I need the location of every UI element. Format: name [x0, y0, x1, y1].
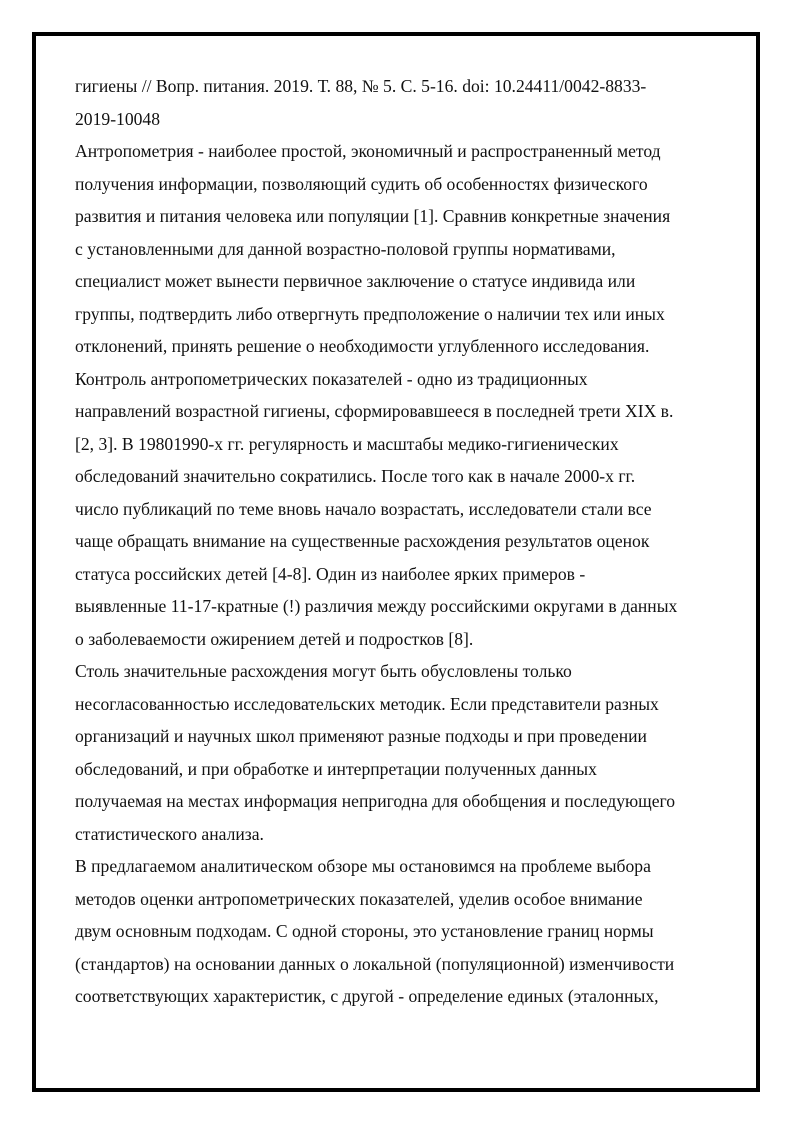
paragraph — [75, 70, 735, 135]
text-line: соответствующих характеристик, с другой - определение единых (эталонных, — [75, 986, 659, 1006]
text-line: отклонений, принять решение о необходимости углубленного исследования. — [75, 336, 650, 356]
text-line: Контроль антропометрических показателей - одно из традиционных — [75, 368, 588, 389]
text-line: (стандартов) на основании данных о локальной (популяционной) изменчивости — [75, 953, 675, 974]
text-line: получаемая на местах информация непригодна для обобщения и последующего — [75, 791, 676, 811]
text-line: статуса российских детей [4-8]. Один из наиболее ярких примеров - — [75, 563, 586, 584]
text-line: гигиены // Вопр. питания. 2019. Т. 88, № 5. С. 5-16. doi: 10.24411/0042-8833- — [75, 76, 647, 96]
text-line: двум основным подходам. С одной стороны, это установление границ нормы — [75, 921, 654, 941]
text-line: развития и питания человека или популяции [1]. Сравнив конкретные значения — [75, 206, 671, 226]
paragraph — [75, 655, 735, 850]
text-line: с установленными для данной возрастно-половой группы нормативами, — [75, 238, 616, 259]
text-line: о заболеваемости ожирением детей и подростков [8]. — [75, 628, 474, 649]
text-line: организаций и научных школ применяют разные подходы и при проведении — [75, 726, 647, 746]
text-line: число публикаций по теме вновь начало возрастать, исследователи стали все — [75, 498, 652, 519]
text-line: чаще обращать внимание на существенные расхождения результатов оценок — [75, 531, 650, 551]
text-line: Столь значительные расхождения могут быть обусловлены только — [75, 661, 572, 681]
text-line: получения информации, позволяющий судить об особенностях физического — [75, 173, 648, 194]
text-line: обследований, и при обработке и интерпретации полученных данных — [75, 758, 597, 779]
paragraph — [75, 363, 735, 656]
text-line: 2019-10048 — [75, 108, 161, 129]
text-line: несогласованностью исследовательских методик. Если представители разных — [75, 693, 659, 714]
document-body — [75, 70, 735, 1013]
paragraph — [75, 135, 735, 363]
text-line: методов оценки антропометрических показателей, уделив особое внимание — [75, 888, 643, 909]
text-line: [2, 3]. В 19801990-х гг. регулярность и масштабы медико-гигиенических — [75, 433, 619, 454]
text-line: Антропометрия - наиболее простой, экономичный и распространенный метод — [75, 141, 661, 161]
text-line: обследований значительно сократились. После того как в начале 2000-х гг. — [75, 466, 636, 486]
text-line: выявленные 11-17-кратные (!) различия между российскими округами в данных — [75, 596, 678, 616]
text-line: статистического анализа. — [75, 823, 264, 844]
paragraph — [75, 850, 735, 1013]
text-line: направлений возрастной гигиены, сформировавшееся в последней трети XIX в. — [75, 401, 674, 421]
text-line: специалист может вынести первичное заключение о статусе индивида или — [75, 271, 636, 291]
text-line: В предлагаемом аналитическом обзоре мы остановимся на проблеме выбора — [75, 856, 651, 876]
text-line: группы, подтвердить либо отвергнуть предположение о наличии тех или иных — [75, 303, 665, 324]
